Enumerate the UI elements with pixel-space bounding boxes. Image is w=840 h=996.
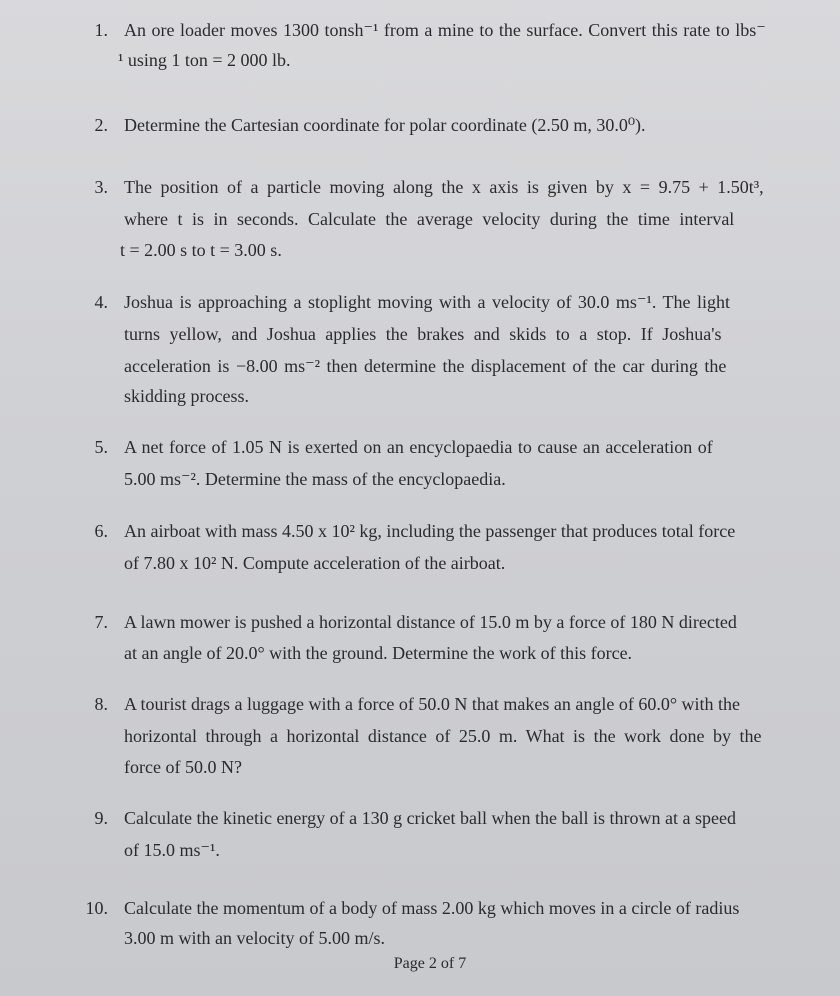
page-number: Page 2 of 7 — [393, 955, 467, 972]
question-text-line: ¹ using 1 ton = 2 000 lb. — [118, 50, 291, 70]
question-text-line: Joshua is approaching a stoplight moving with a velocity of 30.0 ms⁻¹. The light — [124, 292, 730, 312]
question-number: 9. — [94, 808, 108, 828]
question-number: 4. — [94, 292, 108, 312]
question-text-line: 3.00 m with an velocity of 5.00 m/s. — [124, 928, 385, 948]
question-text-line: force of 50.0 N? — [124, 757, 242, 777]
page-footer — [0, 955, 840, 973]
question-number: 10. — [85, 898, 108, 918]
question-text-line: Determine the Cartesian coordinate for polar coordinate (2.50 m, 30.0⁰). — [124, 115, 646, 135]
question-text-line: A tourist drags a luggage with a force of 50.0 N that makes an angle of 60.0° with the — [124, 694, 741, 714]
question-text-line: The position of a particle moving along the x axis is given by x = 9.75 + 1.50t³, — [124, 177, 764, 197]
question-number: 1. — [94, 20, 108, 40]
question-text-line: A net force of 1.05 N is exerted on an encyclopaedia to cause an acceleration of — [124, 437, 713, 457]
question-text-line: 5.00 ms⁻². Determine the mass of the encyclopaedia. — [124, 469, 506, 489]
question-number: 2. — [94, 115, 108, 135]
question-number: 7. — [94, 612, 108, 632]
question-text-line: horizontal through a horizontal distance of 25.0 m. What is the work done by the — [124, 726, 762, 746]
question-text-line: t = 2.00 s to t = 3.00 s. — [120, 240, 282, 260]
question-number: 6. — [94, 521, 108, 541]
question-number: 8. — [94, 694, 108, 714]
question-text-line: Calculate the kinetic energy of a 130 g cricket ball when the ball is thrown at a speed — [124, 808, 736, 828]
question-text-line: turns yellow, and Joshua applies the brakes and skids to a stop. If Joshua's — [124, 324, 722, 344]
question-text-line: Calculate the momentum of a body of mass 2.00 kg which moves in a circle of radius — [124, 898, 740, 918]
question-number: 5. — [94, 437, 108, 457]
question-number: 3. — [94, 177, 108, 197]
question-text-line: skidding process. — [124, 386, 249, 406]
question-text-line: of 15.0 ms⁻¹. — [124, 840, 220, 860]
question-text-line: of 7.80 x 10² N. Compute acceleration of the airboat. — [124, 553, 506, 573]
question-text-line: where t is in seconds. Calculate the average velocity during the time interval — [124, 209, 735, 229]
question-text-line: An airboat with mass 4.50 x 10² kg, including the passenger that produces total force — [124, 521, 736, 541]
question-text-line: An ore loader moves 1300 tonsh⁻¹ from a mine to the surface. Convert this rate to lbs⁻ — [124, 20, 766, 40]
question-text-line: at an angle of 20.0° with the ground. Determine the work of this force. — [124, 643, 633, 663]
question-text-line: acceleration is −8.00 ms⁻² then determine the displacement of the car during the — [124, 356, 727, 376]
question-text-line: A lawn mower is pushed a horizontal distance of 15.0 m by a force of 180 N directed — [124, 612, 737, 632]
